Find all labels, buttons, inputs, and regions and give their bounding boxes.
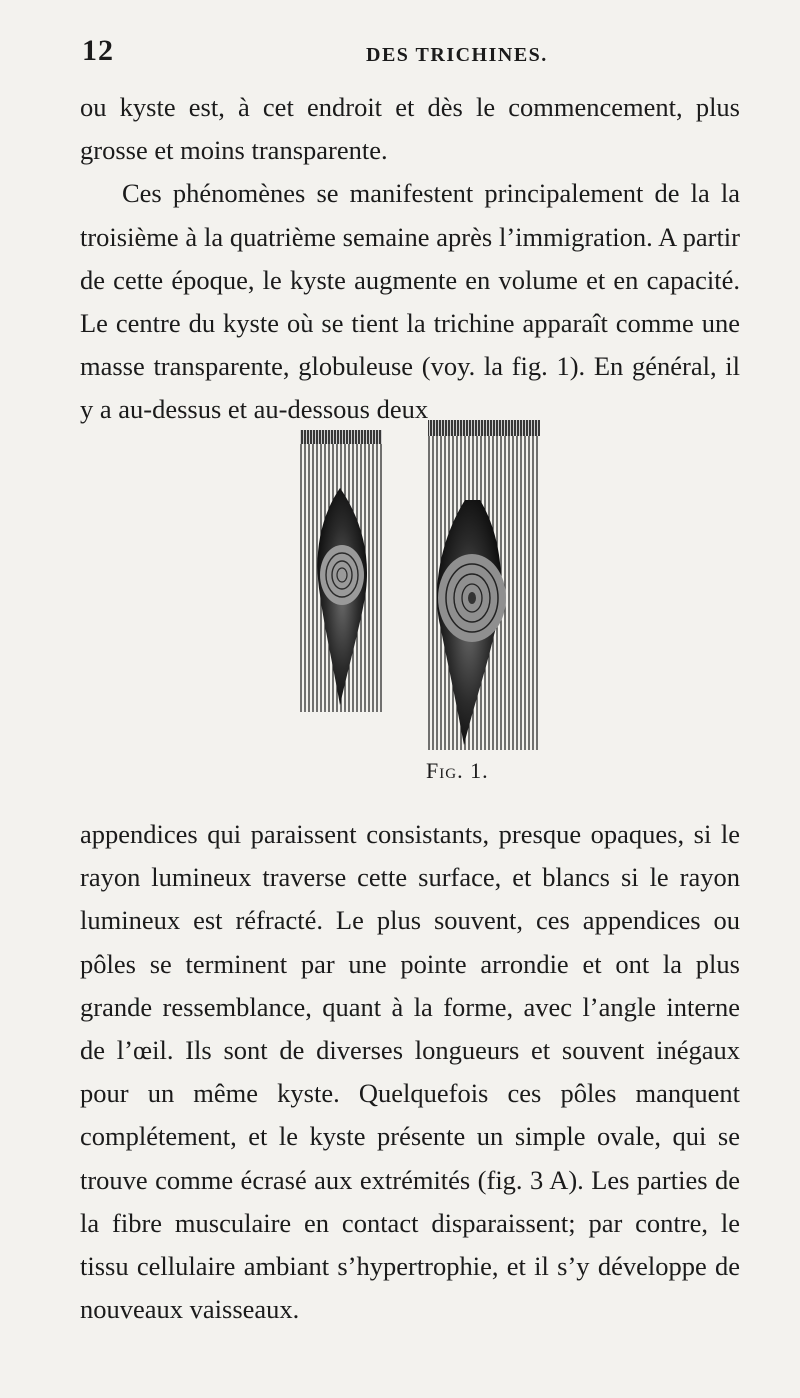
trichina-cyst-illustration (280, 420, 560, 750)
page-header (82, 34, 742, 70)
body-text-bottom (80, 813, 740, 1331)
paragraph: appendices qui paraissent consistants, presque opaques, si le rayon lumineux traverse cette surface, et blancs si le rayon lumineux est réfracté. Le plus souvent, ces appendices ou pôles se terminent par une pointe arrondie et ont la plus grande ressemblance, quant à la forme, avec l’angle interne de l’œil. Ils sont de diverses longueurs et souvent inégaux pour un même kyste. Quelquefois ces pôles manquent complétement, et le kyste présente un simple ovale, qui se trouve comme écrasé aux extrémités (fig. 3 A). Les parties de la fibre musculaire en contact disparaissent; par contre, le tissu cellulaire ambiant s’hypertrophie, et il s’y développe de nouveaux vaisseaux. (80, 819, 740, 1325)
figure-caption: Fig. 1. (426, 758, 489, 783)
paragraph: ou kyste est, à cet endroit et dès le commencement, plus grosse et moins transparente. (80, 92, 740, 166)
cyst-right (428, 420, 540, 750)
cyst-left (300, 430, 382, 712)
page-number: 12 (82, 34, 114, 67)
paragraph: Ces phénomènes se manifestent principalement de la la troisième à la quatrième semaine après l’immigration. A partir de cette époque, le kyste augmente en volume et en capacité. Le centre du kyste où se tient la trichine apparaît comme une masse transparente, globuleuse (voy. la fig. 1). En général, il y a au-dessus et au-dessous deux (80, 178, 740, 425)
running-title: DES TRICHINES. (366, 44, 548, 66)
figure-1 (280, 420, 560, 792)
body-text-top (80, 86, 740, 432)
